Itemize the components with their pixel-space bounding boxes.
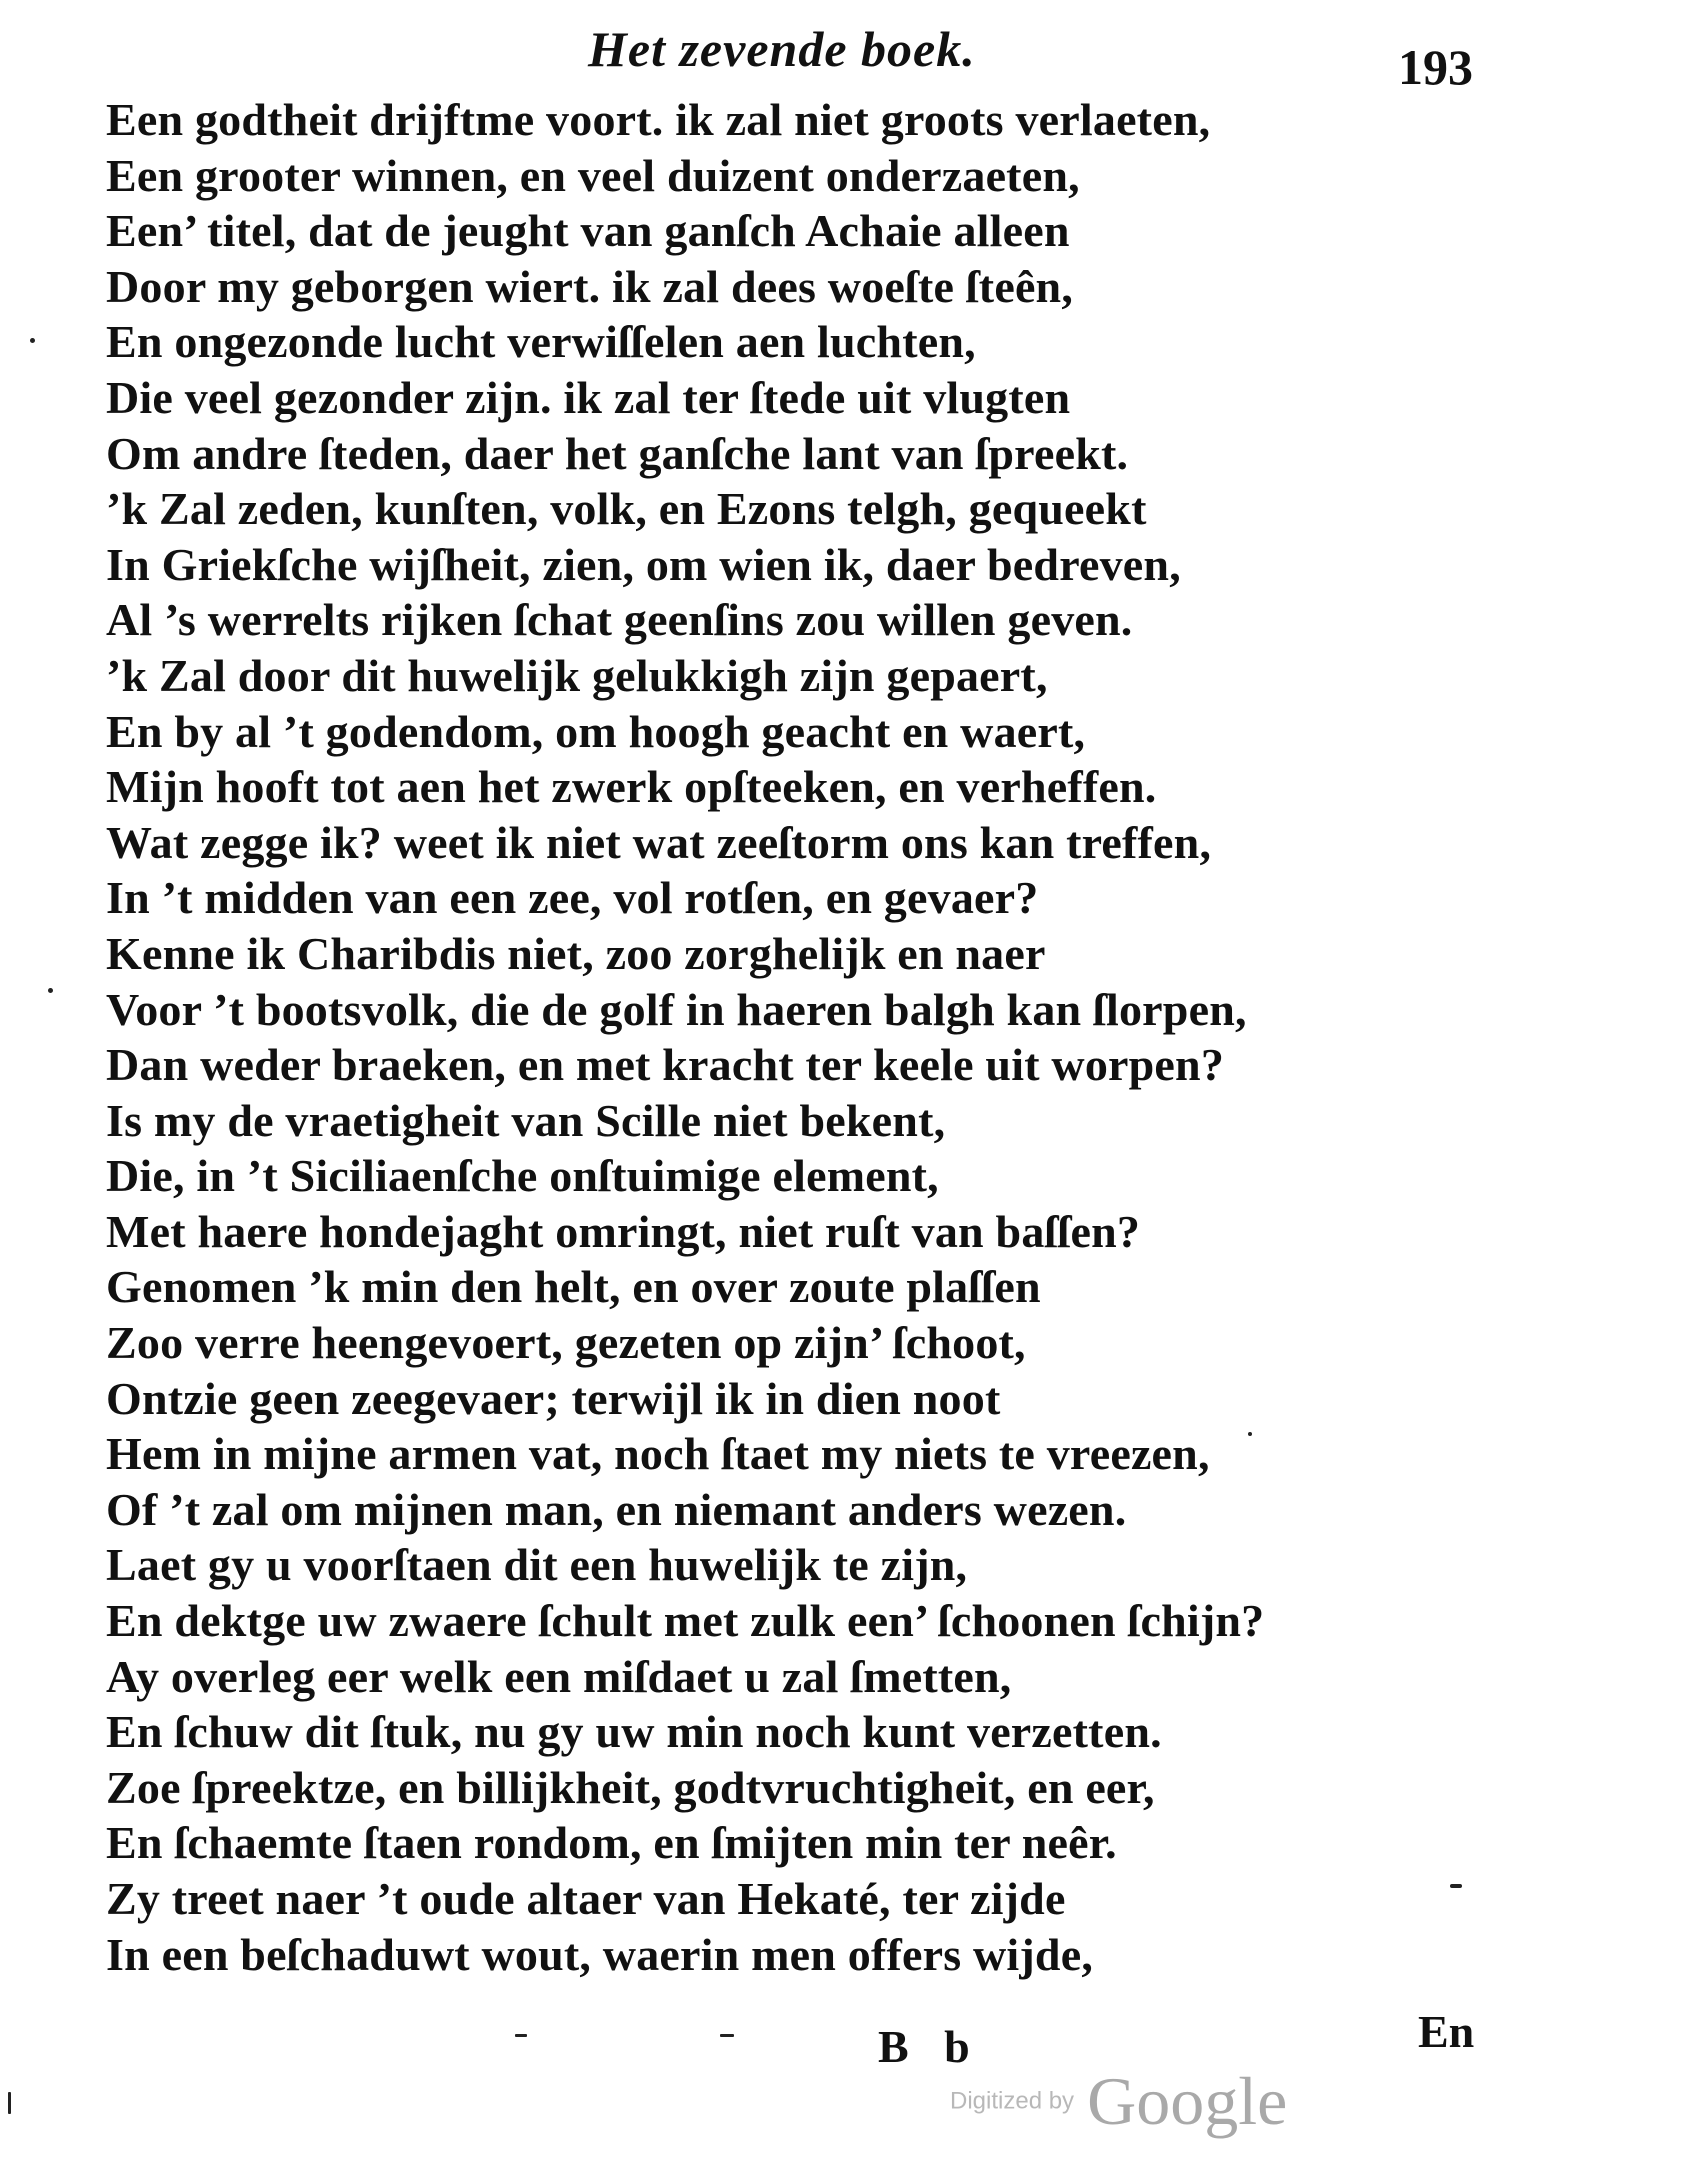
verse-line: Door my geborgen wiert. ik zal dees woeſte ſteên, <box>106 260 1074 312</box>
verse-line: Een grooter winnen, en veel duizent onderzaeten, <box>106 149 1080 201</box>
verse-line: Met haere hondejaght omringt, niet ruſt van baſſen? <box>106 1205 1141 1257</box>
verse-line: Hem in mijne armen vat, noch ſtaet my niets te vreezen, <box>106 1428 1210 1480</box>
verse-line: Dan weder braeken, en met kracht ter keele uit worpen? <box>106 1039 1225 1091</box>
catchword: En <box>1418 2006 1475 2057</box>
verse-line: ’k Zal door dit huwelijk gelukkigh zijn gepaert, <box>106 649 1048 701</box>
verse-line: Die veel gezonder zijn. ik zal ter ſtede uit vlugten <box>106 371 1071 423</box>
scan-speck <box>1450 1884 1462 1888</box>
verse-line: Een’ titel, dat de jeught van ganſch Achaie alleen <box>106 205 1070 257</box>
page-number: 193 <box>1398 39 1473 95</box>
scan-speck <box>48 988 53 993</box>
verse-line: In Griekſche wijſheit, zien, om wien ik, daer bedreven, <box>106 538 1181 590</box>
scan-speck <box>1248 1432 1252 1436</box>
verse-line: Kenne ik Charibdis niet, zoo zorghelijk en naer <box>106 927 1046 979</box>
verse-line: Zy treet naer ’t oude altaer van Hekaté, ter zijde <box>106 1873 1066 1924</box>
scan-speck <box>30 338 35 343</box>
verse-line: Wat zegge ik? weet ik niet wat zeeſtorm ons kan treffen, <box>106 816 1212 868</box>
verse-line: Zoe ſpreektze, en billijkheit, godtvruchtigheit, en eer, <box>106 1761 1155 1813</box>
verse-line: Al ’s werrelts rijken ſchat geenſins zou willen geven. <box>106 594 1133 646</box>
verse-block <box>106 92 1526 1982</box>
verse-line: Om andre ſteden, daer het ganſche lant van ſpreekt. <box>106 427 1129 479</box>
verse-line: Een godtheit drijftme voort. ik zal niet groots verlaeten, <box>106 94 1211 145</box>
verse-line: Zoo verre heengevoert, gezeten op zijn’ ſchoot, <box>106 1317 1026 1369</box>
running-head: Het zevende boek. <box>588 21 976 77</box>
watermark-prefix: Digitized by <box>950 2087 1075 2115</box>
verse-line: Is my de vraetigheit van Scille niet bekent, <box>106 1094 946 1146</box>
verse-line: En dektge uw zwaere ſchult met zulk een’ ſchoonen ſchijn? <box>106 1595 1265 1647</box>
digitization-watermark <box>950 2062 1287 2141</box>
watermark-brand: Google <box>1087 2063 1288 2139</box>
scan-speck <box>720 2034 734 2037</box>
scan-speck <box>8 2092 11 2114</box>
verse-line: Ay overleg eer welk een miſdaet u zal ſmetten, <box>106 1650 1012 1702</box>
verse-line: En ſchuw dit ſtuk, nu gy uw min noch kunt verzetten. <box>106 1706 1162 1758</box>
verse-line: Genomen ’k min den helt, en over zoute plaſſen <box>106 1261 1041 1313</box>
verse-line: En ongezonde lucht verwiſſelen aen luchten, <box>106 316 976 368</box>
verse-line: Mijn hooft tot aen het zwerk opſteeken, en verheffen. <box>106 761 1157 813</box>
verse-line: Laet gy u voorſtaen dit een huwelijk te zijn, <box>106 1539 968 1591</box>
verse-line: Die, in ’t Siciliaenſche onſtuimige element, <box>106 1150 939 1202</box>
signature-mark: B b <box>878 2021 982 2072</box>
verse-line: En ſchaemte ſtaen rondom, en ſmijten min ter neêr. <box>106 1817 1117 1869</box>
verse-line: Of ’t zal om mijnen man, en niemant anders wezen. <box>106 1483 1127 1535</box>
verse-line: Ontzie geen zeegevaer; terwijl ik in dien noot <box>106 1372 1001 1424</box>
verse-line: En by al ’t godendom, om hoogh geacht en waert, <box>106 705 1086 757</box>
verse-line: Voor ’t bootsvolk, die de golf in haeren balgh kan ſlorpen, <box>106 983 1247 1035</box>
verse-line: ’k Zal zeden, kunſten, volk, en Ezons telgh, gequeekt <box>106 483 1147 535</box>
scan-speck <box>515 2034 527 2037</box>
verse-line: In een beſchaduwt wout, waerin men offers wijde, <box>106 1928 1094 1980</box>
verse-line: In ’t midden van een zee, vol rotſen, en gevaer? <box>106 872 1039 924</box>
